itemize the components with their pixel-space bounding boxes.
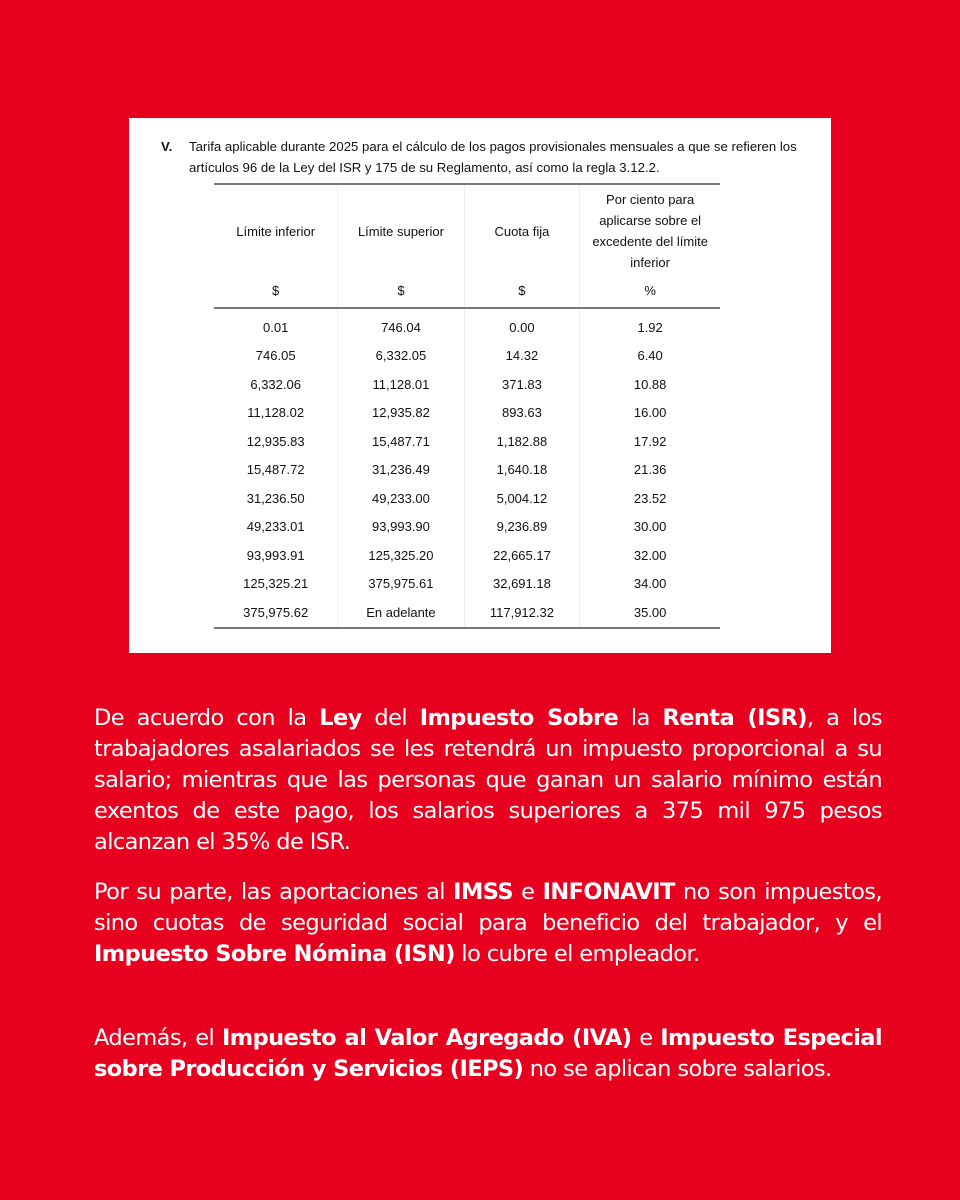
text-run: Además, el xyxy=(94,1025,222,1051)
paragraph-isr xyxy=(94,703,882,858)
cell-limite-inferior: 49,233.01 xyxy=(214,513,338,542)
isr-rate-table xyxy=(214,183,720,629)
cell-cuota-fija: 1,182.88 xyxy=(464,427,580,456)
document-excerpt-card xyxy=(129,118,831,653)
cell-cuota-fija: 1,640.18 xyxy=(464,456,580,485)
cell-limite-inferior: 11,128.02 xyxy=(214,399,338,428)
table-row xyxy=(214,570,720,599)
unit-cell: $ xyxy=(338,273,464,308)
cell-cuota-fija: 117,912.32 xyxy=(464,598,580,628)
table-row xyxy=(214,456,720,485)
cell-por-ciento: 21.36 xyxy=(633,462,667,478)
header-limite-inferior: Límite inferior xyxy=(214,184,338,273)
bold-run: Impuesto Sobre xyxy=(419,705,619,731)
table-row xyxy=(214,541,720,570)
cell-por-ciento: 10.88 xyxy=(633,376,667,392)
cell-por-ciento: 16.00 xyxy=(633,405,667,421)
text-run: De acuerdo con la xyxy=(94,705,320,731)
table-row xyxy=(214,513,720,542)
table-row xyxy=(214,370,720,399)
cell-cuota-fija: 22,665.17 xyxy=(464,541,580,570)
cell-limite-superior: 12,935.82 xyxy=(338,399,464,428)
cell-por-ciento: 35.00 xyxy=(580,598,720,628)
section-text: Tarifa aplicable durante 2025 para el cálculo de los pagos provisionales mensuales a que se refieren los artículos 96 de la Ley del ISR y 175 de su Reglamento, así como la regla 3.12.2. xyxy=(189,139,797,175)
cell-limite-superior: En adelante xyxy=(338,598,464,628)
cell-limite-superior: 11,128.01 xyxy=(338,370,464,399)
paragraph-imss-infonavit xyxy=(94,877,882,970)
bold-run: Impuesto Sobre Nómina (ISN) xyxy=(94,941,455,967)
cell-limite-inferior: 375,975.62 xyxy=(214,598,338,628)
cell-limite-superior: 375,975.61 xyxy=(338,570,464,599)
cell-limite-superior: 15,487.71 xyxy=(338,427,464,456)
cell-limite-inferior: 0.01 xyxy=(214,308,338,342)
section-number: V. xyxy=(161,139,173,154)
cell-limite-superior: 6,332.05 xyxy=(338,342,464,371)
cell-limite-inferior: 125,325.21 xyxy=(214,570,338,599)
cell-limite-inferior: 12,935.83 xyxy=(214,427,338,456)
table-row xyxy=(214,399,720,428)
text-run: no son impuestos, sino cuotas de seguridad social para beneficio del trabajador, y el xyxy=(94,879,882,936)
cell-por-ciento: 34.00 xyxy=(633,576,667,592)
cell-limite-inferior: 31,236.50 xyxy=(214,484,338,513)
cell-limite-superior: 49,233.00 xyxy=(338,484,464,513)
cell-limite-superior: 93,993.90 xyxy=(338,513,464,542)
cell-limite-superior: 125,325.20 xyxy=(338,541,464,570)
cell-por-ciento: 1.92 xyxy=(637,319,663,335)
table-row xyxy=(214,598,720,628)
cell-por-ciento: 23.52 xyxy=(633,490,667,506)
text-run: Por su parte, las aportaciones al xyxy=(94,879,454,905)
cell-cuota-fija: 0.00 xyxy=(464,308,580,342)
text-run: del xyxy=(361,705,420,731)
header-por-ciento: Por ciento para aplicarse sobre el excedente del límite inferior xyxy=(580,184,720,273)
cell-cuota-fija: 9,236.89 xyxy=(464,513,580,542)
cell-cuota-fija: 5,004.12 xyxy=(464,484,580,513)
table-row xyxy=(214,427,720,456)
text-run: la xyxy=(618,705,663,731)
table-row xyxy=(214,308,720,342)
table-row xyxy=(214,484,720,513)
text-run: , a los trabajadores asalariados se les retendrá un impuesto proporcional a su salario; mientras que las personas que ganan un salario mínimo están exentos de este pago, los salarios superiores a 375 mil 975 pesos alcanzan el 35% de ISR. xyxy=(94,705,882,855)
bold-run: Impuesto Especial sobre Producción y Servicios (IEPS) xyxy=(94,1025,883,1082)
cell-por-ciento: 30.00 xyxy=(633,519,667,535)
header-cuota-fija: Cuota fija xyxy=(464,184,580,273)
cell-limite-inferior: 6,332.06 xyxy=(214,370,338,399)
header-limite-superior: Límite superior xyxy=(338,184,464,273)
unit-cell: % xyxy=(580,273,720,308)
cell-cuota-fija: 371.83 xyxy=(464,370,580,399)
table-row xyxy=(214,342,720,371)
cell-por-ciento: 32.00 xyxy=(633,547,667,563)
cell-limite-inferior: 15,487.72 xyxy=(214,456,338,485)
unit-cell: $ xyxy=(464,273,580,308)
cell-limite-inferior: 746.05 xyxy=(214,342,338,371)
text-run: e xyxy=(512,879,543,905)
paragraph-iva-ieps xyxy=(94,1023,882,1085)
cell-cuota-fija: 14.32 xyxy=(464,342,580,371)
cell-por-ciento: 6.40 xyxy=(637,348,663,364)
bold-run: IMSS xyxy=(453,879,513,905)
unit-cell: $ xyxy=(214,273,338,308)
cell-limite-superior: 31,236.49 xyxy=(338,456,464,485)
bold-run: Impuesto al Valor Agregado (IVA) xyxy=(222,1025,632,1051)
cell-limite-superior: 746.04 xyxy=(338,308,464,342)
bold-run: INFONAVIT xyxy=(542,879,675,905)
bold-run: Renta (ISR) xyxy=(662,705,807,731)
cell-cuota-fija: 893.63 xyxy=(464,399,580,428)
text-run: e xyxy=(631,1025,661,1051)
cell-limite-inferior: 93,993.91 xyxy=(214,541,338,570)
text-run: lo cubre el empleador. xyxy=(454,941,700,967)
cell-cuota-fija: 32,691.18 xyxy=(464,570,580,599)
bold-run: Ley xyxy=(319,705,362,731)
text-run: no se aplican sobre salarios. xyxy=(523,1056,832,1082)
cell-por-ciento: 17.92 xyxy=(633,433,667,449)
